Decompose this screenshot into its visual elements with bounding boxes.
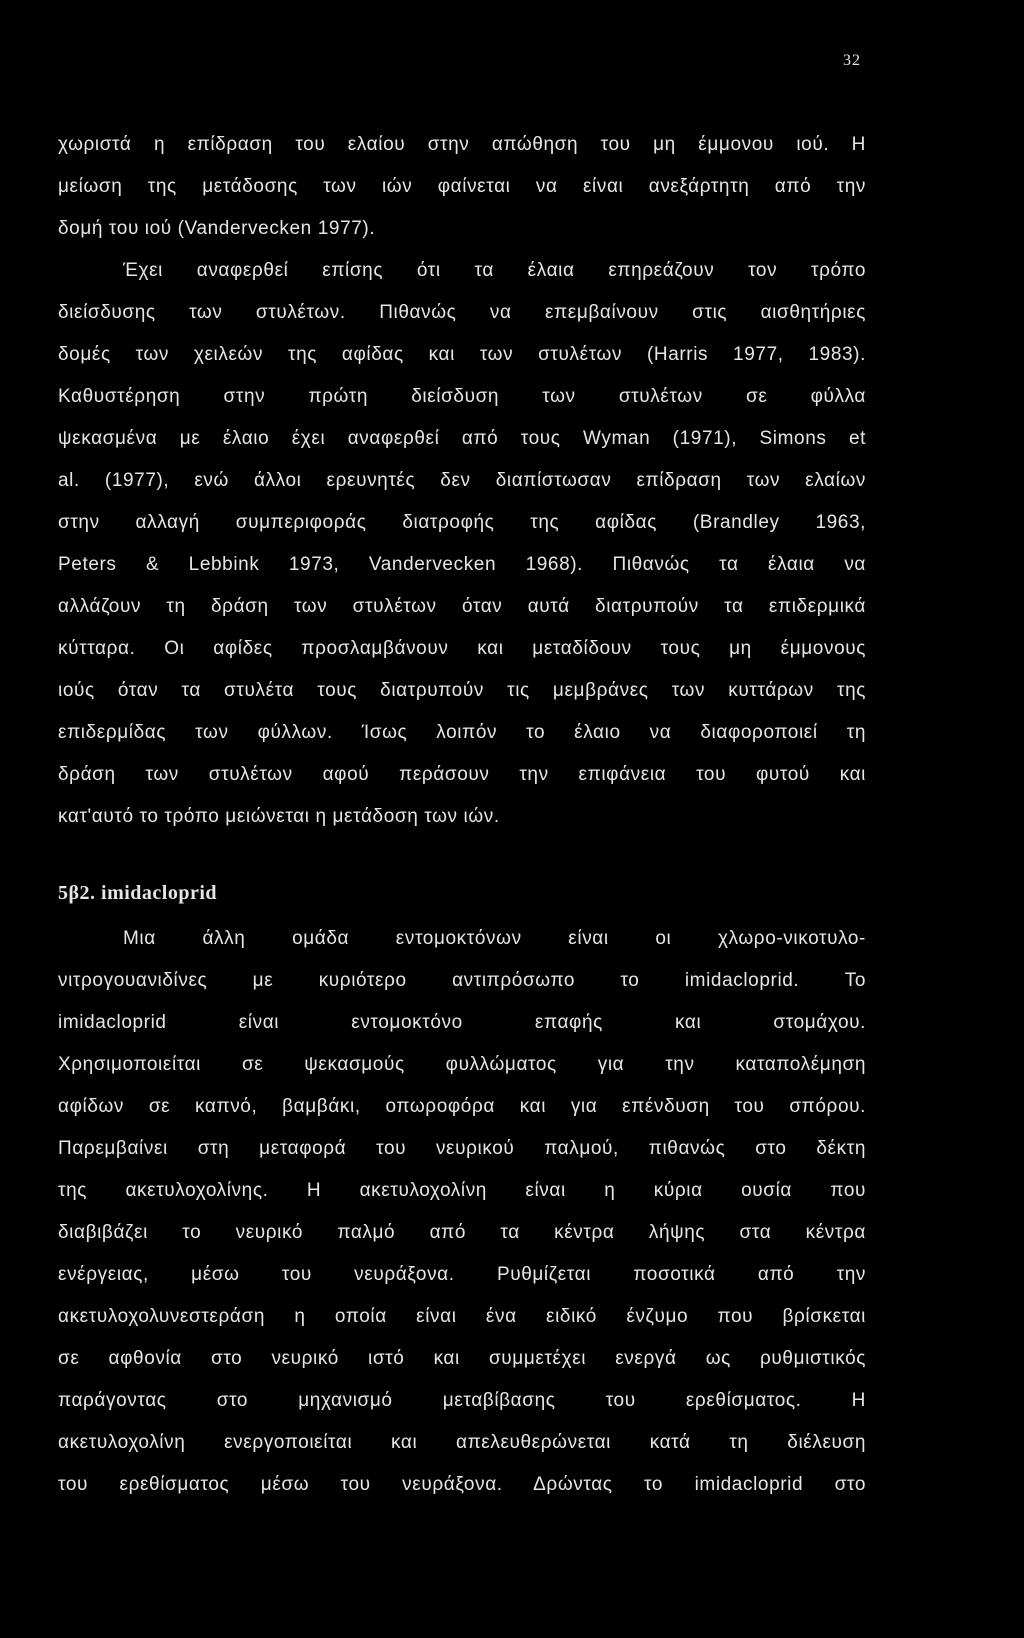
paragraph-1 <box>58 124 866 838</box>
text-line: παράγοντας στο μηχανισμό μεταβίβασης του ερεθίσματος. Η <box>58 1390 866 1411</box>
text-line: νιτρογουανιδίνες με κυριότερο αντιπρόσωπο το imidacloprid. Το <box>58 970 866 991</box>
text-line: ενέργειας, μέσω του νευράξονα. Ρυθμίζεται ποσοτικά από την <box>58 1264 866 1285</box>
text-line: Παρεμβαίνει στη μεταφορά του νευρικού παλμού, πιθανώς στο δέκτη <box>58 1138 866 1159</box>
text-line: σε αφθονία στο νευρικό ιστό και συμμετέχει ενεργά ως ρυθμιστικός <box>58 1348 866 1369</box>
text-line: της ακετυλοχολίνης. Η ακετυλοχολίνη είναι η κύρια ουσία που <box>58 1180 866 1201</box>
text-line: διαβιβάζει το νευρικό παλμό από τα κέντρα λήψης στα κέντρα <box>58 1222 866 1243</box>
text-line: κύτταρα. Οι αφίδες προσλαμβάνουν και μεταδίδουν τους μη έμμονους <box>58 638 866 659</box>
section-heading: 5β2. imidacloprid <box>58 882 218 904</box>
text-line: ιούς όταν τα στυλέτα τους διατρυπούν τις μεμβράνες των κυττάρων της <box>58 680 866 701</box>
text-line: επιδερμίδας των φύλλων. Ίσως λοιπόν το έλαιο να διαφοροποιεί τη <box>58 722 866 743</box>
text-line: Έχει αναφερθεί επίσης ότι τα έλαια επηρεάζουν τον τρόπο <box>123 260 866 281</box>
text-line: ακετυλοχολίνη ενεργοποιείται και απελευθερώνεται κατά τη διέλευση <box>58 1432 866 1453</box>
text-line: Μια άλλη ομάδα εντομοκτόνων είναι οι χλωρο-νικοτυλο- <box>123 928 866 949</box>
text-line: Peters & Lebbink 1973, Vandervecken 1968). Πιθανώς τα έλαια να <box>58 554 866 575</box>
text-line: διείσδυσης των στυλέτων. Πιθανώς να επεμβαίνουν στις αισθητήριες <box>58 302 866 323</box>
text-line: imidacloprid είναι εντομοκτόνο επαφής και στομάχου. <box>58 1012 866 1033</box>
paragraph-2 <box>58 918 866 1506</box>
text-line: αφίδων σε καπνό, βαμβάκι, οπωροφόρα και για επένδυση του σπόρου. <box>58 1096 866 1117</box>
text-line: Καθυστέρηση στην πρώτη διείσδυση των στυλέτων σε φύλλα <box>58 386 866 407</box>
page-number: 32 <box>843 52 861 69</box>
text-line: ψεκασμένα με έλαιο έχει αναφερθεί από τους Wyman (1971), Simons et <box>58 428 866 449</box>
text-line: δομή του ιού (Vandervecken 1977). <box>58 218 376 239</box>
text-line: αλλάζουν τη δράση των στυλέτων όταν αυτά διατρυπούν τα επιδερμικά <box>58 596 866 617</box>
text-line: στην αλλαγή συμπεριφοράς διατροφής της αφίδας (Brandley 1963, <box>58 512 866 533</box>
text-line: Χρησιμοποιείται σε ψεκασμούς φυλλώματος για την καταπολέμηση <box>58 1054 866 1075</box>
text-line: χωριστά η επίδραση του ελαίου στην απώθηση του μη έμμονου ιού. Η <box>58 134 866 155</box>
text-line: κατ'αυτό το τρόπο μειώνεται η μετάδοση των ιών. <box>58 806 500 827</box>
text-line: al. (1977), ενώ άλλοι ερευνητές δεν διαπίστωσαν επίδραση των ελαίων <box>58 470 866 491</box>
text-line: ακετυλοχολυνεστεράση η οποία είναι ένα ειδικό ένζυμο που βρίσκεται <box>58 1306 866 1327</box>
text-line: μείωση της μετάδοσης των ιών φαίνεται να είναι ανεξάρτητη από την <box>58 176 866 197</box>
text-line: δομές των χειλεών της αφίδας και των στυλέτων (Harris 1977, 1983). <box>58 344 866 365</box>
text-line: δράση των στυλέτων αφού περάσουν την επιφάνεια του φυτού και <box>58 764 866 785</box>
text-line: του ερεθίσματος μέσω του νευράξονα. Δρώντας το imidacloprid στο <box>58 1474 866 1495</box>
